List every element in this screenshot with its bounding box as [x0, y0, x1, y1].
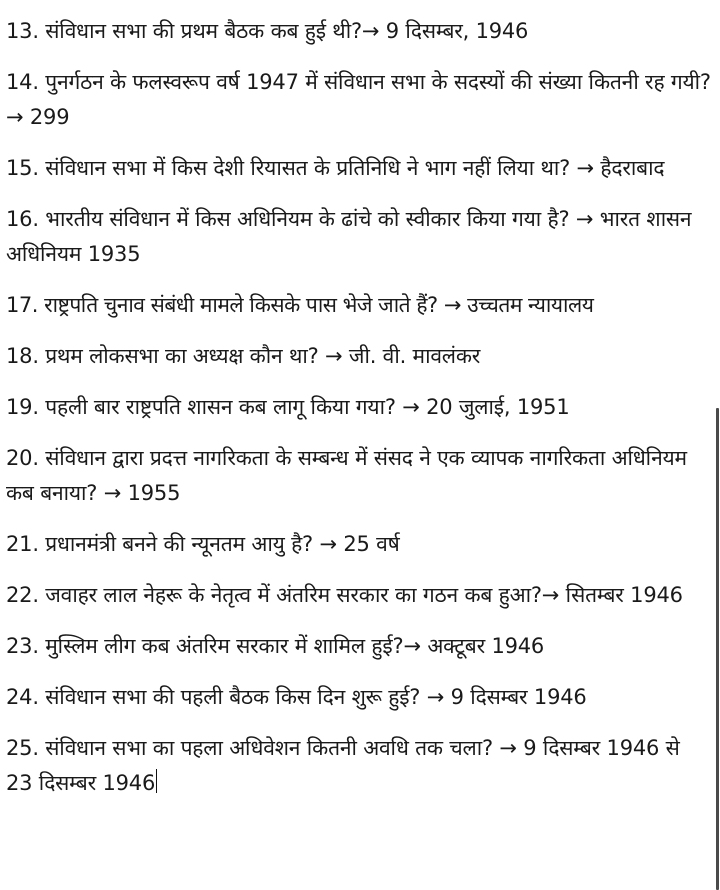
answer-text: → उच्चतम न्यायालय — [443, 293, 594, 317]
question-text: 15. संविधान सभा में किस देशी रियासत के प्रतिनिधि ने भाग नहीं लिया था? — [6, 156, 571, 180]
question-text: 16. भारतीय संविधान में किस अधिनियम के ढांचे को स्वीकार किया गया है? — [6, 207, 570, 231]
qa-item-17 — [6, 288, 711, 323]
qa-item-25 — [6, 731, 711, 801]
answer-text: → 9 दिसम्बर 1946 से 23 दिसम्बर 1946 — [6, 736, 680, 795]
answer-text: → 9 दिसम्बर, 1946 — [361, 19, 529, 43]
qa-item-15 — [6, 151, 711, 186]
answer-text: → 299 — [6, 105, 70, 129]
answer-text: → 1955 — [103, 481, 181, 505]
qa-item-16 — [6, 202, 711, 272]
answer-text: → जी. वी. मावलंकर — [325, 344, 481, 368]
answer-text: → भारत शासन अधिनियम 1935 — [6, 207, 692, 266]
qa-item-22 — [6, 578, 711, 613]
answer-text: → अक्टूबर 1946 — [403, 634, 545, 658]
question-text: 14. पुनर्गठन के फलस्वरूप वर्ष 1947 में संविधान सभा के सदस्यों की संख्या कितनी रह गयी? — [6, 70, 711, 94]
answer-text: → सितम्बर 1946 — [541, 583, 683, 607]
vertical-scrollbar[interactable] — [714, 0, 720, 890]
qa-item-24 — [6, 680, 711, 715]
text-cursor — [156, 769, 157, 793]
answer-text: → हैदराबाद — [576, 156, 665, 180]
qa-item-20 — [6, 441, 711, 511]
answer-text: → 25 वर्ष — [319, 532, 400, 556]
document-body — [6, 14, 711, 817]
answer-text: → 9 दिसम्बर 1946 — [426, 685, 587, 709]
question-text: 21. प्रधानमंत्री बनने की न्यूनतम आयु है? — [6, 532, 313, 556]
qa-item-18 — [6, 339, 711, 374]
answer-text: → 20 जुलाई, 1951 — [402, 395, 570, 419]
qa-item-19 — [6, 390, 711, 425]
question-text: 20. संविधान द्वारा प्रदत्त नागरिकता के सम्बन्ध में संसद ने एक व्यापक नागरिकता अधिनियम कब बनाया? — [6, 446, 687, 505]
qa-item-23 — [6, 629, 711, 664]
question-text: 24. संविधान सभा की पहली बैठक किस दिन शुरू हुई? — [6, 685, 421, 709]
question-text: 25. संविधान सभा का पहला अधिवेशन कितनी अवधि तक चला? — [6, 736, 493, 760]
question-text: 18. प्रथम लोकसभा का अध्यक्ष कौन था? — [6, 344, 319, 368]
question-text: 19. पहली बार राष्ट्रपति शासन कब लागू किया गया? — [6, 395, 396, 419]
question-text: 22. जवाहर लाल नेहरू के नेतृत्व में अंतरिम सरकार का गठन कब हुआ? — [6, 583, 542, 607]
qa-item-14 — [6, 65, 711, 135]
question-text: 17. राष्ट्रपति चुनाव संबंधी मामले किसके पास भेजे जाते हैं? — [6, 293, 438, 317]
scrollbar-thumb[interactable] — [716, 408, 719, 890]
qa-item-13 — [6, 14, 711, 49]
qa-item-21 — [6, 527, 711, 562]
question-text: 23. मुस्लिम लीग कब अंतरिम सरकार में शामिल हुई? — [6, 634, 404, 658]
question-text: 13. संविधान सभा की प्रथम बैठक कब हुई थी? — [6, 19, 362, 43]
